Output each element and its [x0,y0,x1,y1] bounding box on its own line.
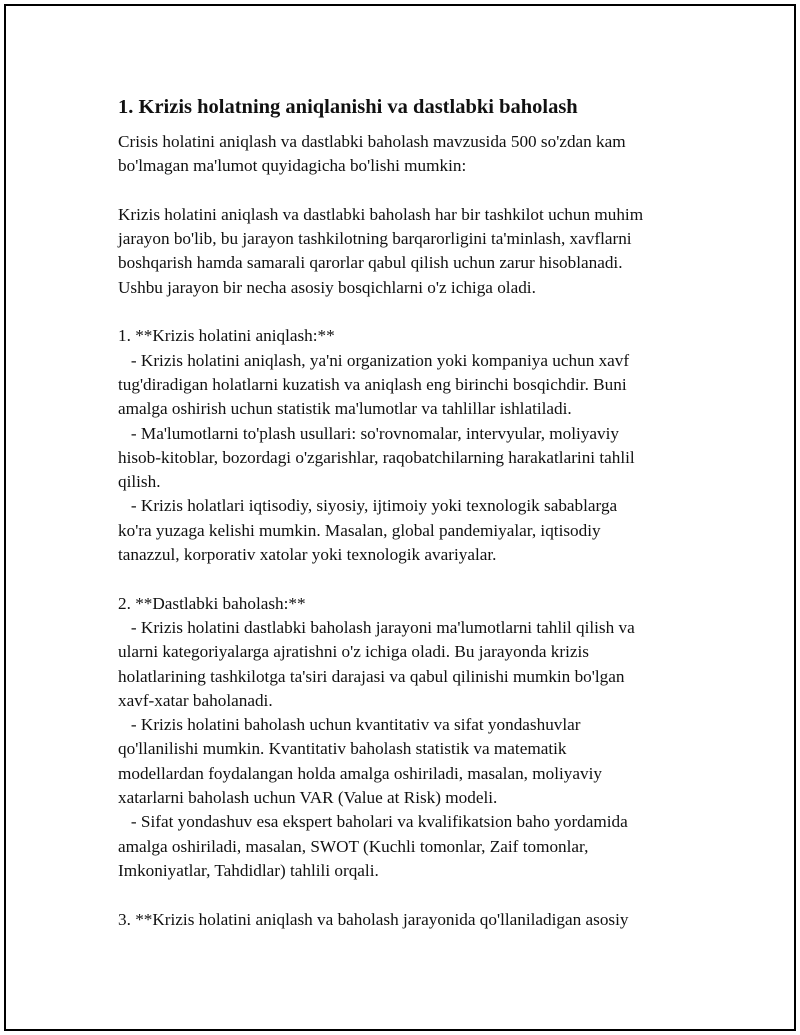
text-line: Krizis holatini aniqlash va dastlabki baholash har bir tashkilot uchun muhim [118,204,644,224]
document-body [118,94,688,932]
text-line: boshqarish hamda samarali qarorlar qabul qilish uchun zarur hisoblanadi. [118,253,623,273]
text-line: xatarlarni baholash uchun VAR (Value at Risk) modeli. [118,788,498,808]
text-line: tanazzul, korporativ xatolar yoki texnologik avariyalar. [118,545,497,565]
blank-line [118,300,688,324]
text-line: - Krizis holatlari iqtisodiy, siyosiy, ijtimoiy yoki texnologik sabablarga [118,496,618,516]
text-line: modellardan foydalangan holda amalga oshiriladi, masalan, moliyaviy [118,763,602,783]
blank-line [118,567,688,591]
text-line: - Ma'lumotlarni to'plash usullari: so'rovnomalar, intervyular, moliyaviy [118,423,620,443]
text-line: jarayon bo'lib, bu jarayon tashkilotning barqarorligini ta'minlash, xavflarni [118,229,632,249]
document-text [118,130,688,932]
text-line: - Sifat yondashuv esa ekspert baholari va kvalifikatsion baho yordamida [118,812,628,832]
text-line: Ushbu jarayon bir necha asosiy bosqichlarni o'z ichiga oladi. [118,277,536,297]
blank-line [118,179,688,203]
blank-line [118,883,688,907]
document-heading: 1. Krizis holatning aniqlanishi va dastlabki baholash [118,96,578,118]
text-line: - Krizis holatini aniqlash, ya'ni organization yoki kompaniya uchun xavf [118,350,630,370]
text-line: Imkoniyatlar, Tahdidlar) tahlili orqali. [118,860,379,880]
text-line: 2. **Dastlabki baholash:** [118,593,306,613]
text-line: ko'ra yuzaga kelishi mumkin. Masalan, global pandemiyalar, iqtisodiy [118,520,601,540]
text-line: ularni kategoriyalarga ajratishni o'z ichiga oladi. Bu jarayonda krizis [118,642,589,662]
text-line: amalga oshiriladi, masalan, SWOT (Kuchli tomonlar, Zaif tomonlar, [118,836,589,856]
text-line: - Krizis holatini baholash uchun kvantitativ va sifat yondashuvlar [118,715,581,735]
text-line: 1. **Krizis holatini aniqlash:** [118,326,335,346]
text-line: hisob-kitoblar, bozordagi o'zgarishlar, raqobatchilarning harakatlarini tahlil [118,447,635,467]
text-line: xavf-xatar baholanadi. [118,690,273,710]
text-line: Crisis holatini aniqlash va dastlabki baholash mavzusida 500 so'zdan kam [118,132,626,151]
text-line: bo'lmagan ma'lumot quyidagicha bo'lishi mumkin: [118,156,467,176]
text-line: - Krizis holatini dastlabki baholash jarayoni ma'lumotlarni tahlil qilish va [118,617,635,637]
text-line: amalga oshirish uchun statistik ma'lumotlar va tahlillar ishlatiladi. [118,399,572,419]
text-line: 3. **Krizis holatini aniqlash va baholash jarayonida qo'llaniladigan asosiy [118,909,629,929]
text-line: holatlarining tashkilotga ta'siri darajasi va qabul qilinishi mumkin bo'lgan [118,666,625,686]
text-line: qo'llanilishi mumkin. Kvantitativ baholash statistik va matematik [118,739,567,759]
text-line: tug'diradigan holatlarni kuzatish va aniqlash eng birinchi bosqichdir. Buni [118,374,627,394]
text-line: qilish. [118,472,161,492]
